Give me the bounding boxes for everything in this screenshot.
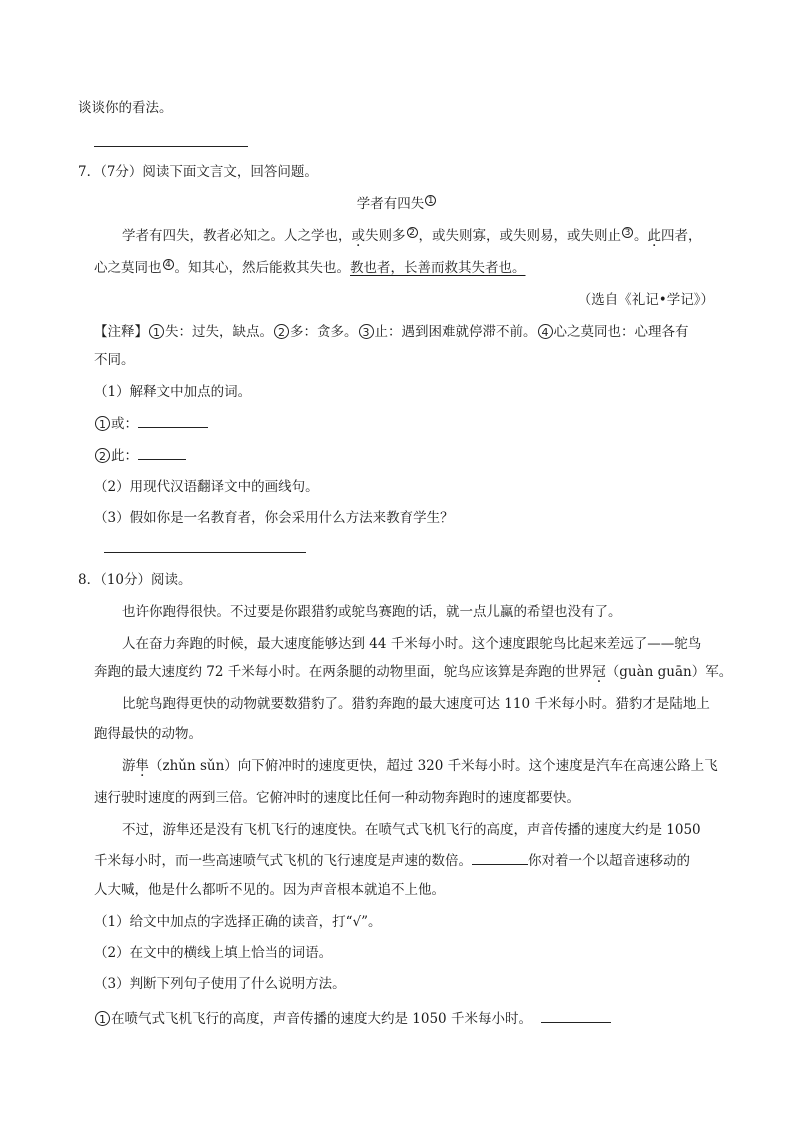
q8-para5-line3: 人大喊，他是什么都听不见的。因为声音根本就追不上他。 bbox=[94, 882, 445, 898]
q8-para2-line2 bbox=[94, 662, 732, 682]
answer-line[interactable] bbox=[104, 538, 306, 559]
answer-blank[interactable] bbox=[138, 413, 208, 428]
answer-line[interactable] bbox=[94, 132, 248, 153]
q7-passage-line2 bbox=[94, 258, 526, 278]
q7-title-text: 学者有四失 bbox=[356, 196, 425, 212]
dotted-word-huo: 或 bbox=[351, 228, 365, 244]
q8-sub3: （3）判断下列句子使用了什么说明方法。 bbox=[94, 976, 346, 992]
passage-text: 奔跑的最大速度约 72 千米每小时。在两条腿的动物里面，鸵鸟应该算是奔跑的世界 bbox=[94, 664, 593, 680]
note-marker: 1 bbox=[425, 195, 436, 206]
note-text: 止：遇到困难就停滞不前。 bbox=[374, 324, 537, 340]
item-label: 或： bbox=[111, 416, 138, 432]
q7-title bbox=[0, 194, 794, 214]
q7-notes-line1 bbox=[94, 322, 689, 342]
note-text: 心之莫同也：心理各有 bbox=[553, 324, 689, 340]
note-marker: 3 bbox=[359, 324, 374, 339]
passage-text: 四者， bbox=[661, 228, 702, 244]
q7-passage-line1 bbox=[122, 226, 702, 246]
passage-text: （zhǔn sǔn）向下俯冲时的速度更快，超过 320 千米每小时。这个速度是汽车在高速公路上飞 bbox=[149, 758, 718, 774]
passage-text: 。 bbox=[634, 228, 648, 244]
q7-header: 7．（7分）阅读下面文言文，回答问题。 bbox=[78, 164, 318, 180]
item-marker: 2 bbox=[95, 448, 110, 463]
passage-text: （guàn guān）军。 bbox=[605, 664, 733, 680]
q8-sub2: （2）在文中的横线上填上恰当的词语。 bbox=[94, 945, 333, 961]
answer-blank[interactable] bbox=[541, 1008, 611, 1023]
note-marker: 2 bbox=[274, 324, 289, 339]
underlined-sentence: 教也者，长善而救其失者也。 bbox=[350, 260, 526, 276]
answer-blank[interactable] bbox=[138, 445, 186, 460]
q7-source: （选自《礼记•学记》） bbox=[577, 292, 714, 308]
note-marker: 3 bbox=[622, 227, 633, 238]
q7-sub2: （2）用现代汉语翻译文中的画线句。 bbox=[94, 479, 319, 495]
note-text: 失：过失，缺点。 bbox=[165, 324, 273, 340]
passage-text: 游 bbox=[122, 758, 136, 774]
q7-sub1-item1 bbox=[94, 413, 208, 434]
q8-para4-line1 bbox=[122, 756, 718, 776]
note-marker: 1 bbox=[149, 324, 164, 339]
q8-para5-line2 bbox=[94, 850, 690, 871]
q8-para2-line1: 人在奋力奔跑的时候，最大速度能够达到 44 千米每小时。这个速度跟鸵鸟比起来差远了——鸵鸟 bbox=[122, 636, 702, 652]
q8-para3-line2: 跑得最快的动物。 bbox=[94, 726, 202, 742]
q7-notes-line2: 不同。 bbox=[94, 352, 135, 368]
answer-blank[interactable] bbox=[472, 850, 528, 865]
passage-text: 你对着一个以超音速移动的 bbox=[528, 853, 690, 869]
question-tail-text: 谈谈你的看法。 bbox=[78, 100, 173, 116]
passage-text: 心之莫同也 bbox=[94, 260, 162, 276]
note-marker: 4 bbox=[163, 259, 174, 270]
q8-header: 8．（10分）阅读。 bbox=[78, 572, 192, 588]
dotted-char-sun: 隼 bbox=[135, 758, 149, 774]
item-marker: 1 bbox=[95, 1011, 110, 1026]
note-marker: 2 bbox=[407, 227, 418, 238]
passage-text: 失则多 bbox=[365, 228, 406, 244]
passage-text: 。知其心，然后能救其失也。 bbox=[174, 260, 350, 276]
note-text: 多：贪多。 bbox=[290, 324, 358, 340]
passage-text: 学者有四失，教者必知之。人之学也， bbox=[122, 228, 352, 244]
q7-sub1-item2 bbox=[94, 445, 186, 466]
item-marker: 1 bbox=[95, 416, 110, 431]
q7-sub3: （3）假如你是一名教育者，你会采用什么方法来教育学生？ bbox=[94, 510, 454, 526]
q8-para4-line2: 速行驶时速度的两到三倍。它俯冲时的速度比任何一种动物奔跑时的速度都要快。 bbox=[94, 790, 580, 806]
passage-text: 千米每小时，而一些高速喷气式飞机的飞行速度是声速的数倍。 bbox=[94, 853, 472, 869]
dotted-word-ci: 此 bbox=[647, 228, 661, 244]
q8-para3-line1: 比鸵鸟跑得更快的动物就要数猎豹了。猎豹奔跑的最大速度可达 110 千米每小时。猎豹才是陆地上 bbox=[122, 696, 710, 712]
q8-sub3-item1 bbox=[94, 1008, 611, 1029]
item-text: 在喷气式飞机飞行的高度，声音传播的速度大约是 1050 千米每小时。 bbox=[111, 1011, 532, 1027]
q7-sub1: （1）解释文中加点的词。 bbox=[94, 384, 252, 400]
q8-sub1: （1）给文中加点的字选择正确的读音，打“√”。 bbox=[94, 914, 382, 930]
passage-text: ，或失则寡，或失则易，或失则止 bbox=[418, 228, 621, 244]
note-marker: 4 bbox=[538, 324, 553, 339]
q8-para5-line1: 不过，游隼还是没有飞机飞行的速度快。在喷气式飞机飞行的高度，声音传播的速度大约是 1050 bbox=[122, 822, 701, 838]
dotted-char-guan: 冠 bbox=[592, 664, 606, 680]
notes-label: 【注释】 bbox=[94, 324, 148, 340]
q8-para1: 也许你跑得很快。不过要是你跟猎豹或鸵鸟赛跑的话，就一点儿赢的希望也没有了。 bbox=[122, 604, 622, 620]
item-label: 此： bbox=[111, 448, 138, 464]
